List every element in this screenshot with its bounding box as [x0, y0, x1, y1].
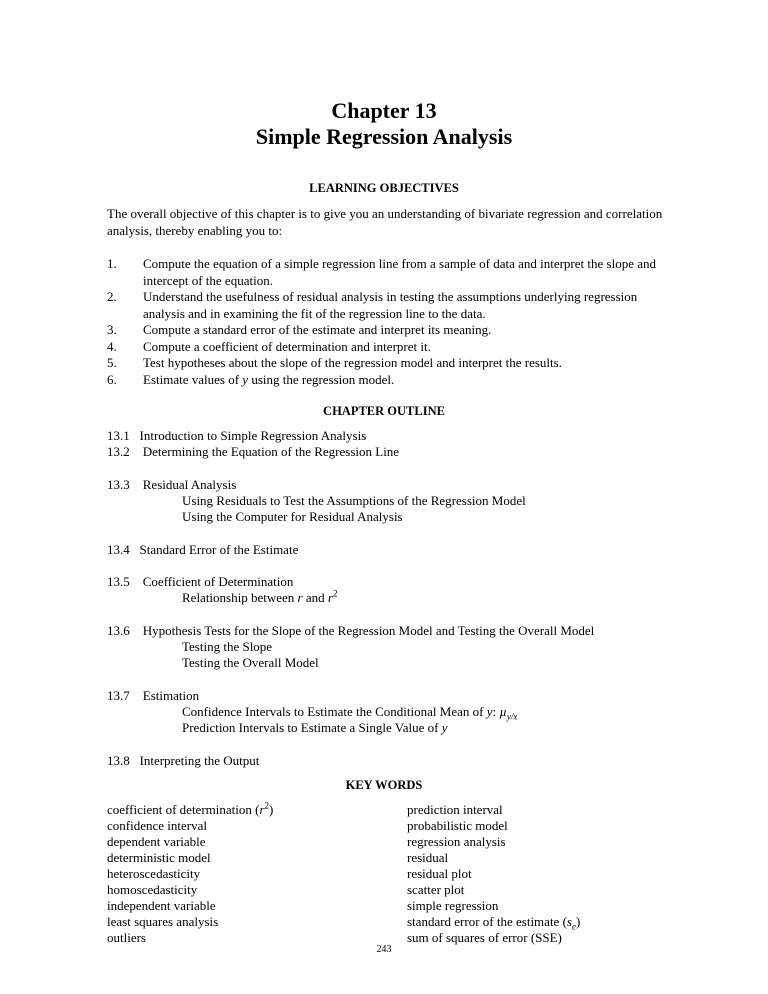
key-word: deterministic model: [107, 850, 211, 865]
objective-number: 4.: [107, 338, 117, 354]
objective-text: Compute a standard error of the estimate and interpret its meaning.: [143, 322, 492, 337]
key-word: sum of squares of error (SSE): [407, 930, 562, 945]
objective-number: 6.: [107, 371, 117, 387]
outline-item-13-8: 13.8 Interpreting the Output: [107, 753, 260, 768]
outline-subitem: Testing the Slope: [182, 639, 273, 654]
learning-objectives-heading: LEARNING OBJECTIVES: [309, 181, 459, 195]
outline-subitem: Relationship between r and $r^2$: [182, 588, 338, 605]
objective-item: [107, 372, 667, 389]
chapter-number: Chapter 13: [331, 98, 437, 123]
objectives-intro: The overall objective of this chapter is to give you an understanding of bivariate regression and correlation analysis, thereby enabling you to:: [107, 206, 663, 238]
objective-item: [107, 289, 667, 322]
objective-number: 5.: [107, 355, 117, 370]
key-word: confidence interval: [107, 818, 207, 833]
key-word: prediction interval: [407, 802, 503, 817]
outline-item-13-1: 13.1 Introduction to Simple Regression Analysis: [107, 428, 367, 443]
outline-item-13-4: 13.4 Standard Error of the Estimate: [107, 542, 299, 557]
key-word: scatter plot: [407, 882, 465, 897]
key-word: independent variable: [107, 898, 216, 913]
objective-number: 1.: [107, 256, 117, 271]
objective-text: Estimate values of y using the regression model.: [143, 371, 395, 387]
key-word: homoscedasticity: [107, 882, 198, 897]
objective-text: Test hypotheses about the slope of the regression model and interpret the results.: [143, 355, 562, 370]
outline-subitem: Using Residuals to Test the Assumptions of the Regression Model: [182, 493, 526, 508]
outline-item-13-7: 13.7 Estimation: [107, 688, 200, 703]
objective-text: Compute the equation of a simple regression line from a sample of data and interpret the slope and intercept of the equation.: [143, 256, 656, 288]
outline-item-13-3: 13.3 Residual Analysis: [107, 477, 237, 492]
outline-item-13-6: 13.6 Hypothesis Tests for the Slope of the Regression Model and Testing the Overall Model: [107, 623, 595, 638]
key-word: coefficient of determination $(r^2)$: [107, 800, 274, 817]
page-number: 243: [376, 944, 392, 955]
objective-text: Compute a coefficient of determination and interpret it.: [143, 338, 431, 354]
objective-number: 3.: [107, 322, 117, 337]
objective-number: 2.: [107, 289, 117, 304]
key-word: dependent variable: [107, 834, 206, 849]
key-word: regression analysis: [407, 834, 506, 849]
objective-item: [107, 256, 667, 289]
key-words-heading: KEY WORDS: [345, 778, 423, 792]
outline-item-13-2: 13.2 Determining the Equation of the Regression Line: [107, 444, 400, 459]
objective-item: [107, 322, 667, 339]
key-word: outliers: [107, 930, 146, 945]
outline-item-13-5: 13.5 Coefficient of Determination: [107, 574, 294, 589]
outline-subitem: Confidence Intervals to Estimate the Conditional Mean of y: µ$_{y/x}$: [182, 704, 518, 722]
key-word: least squares analysis: [107, 914, 219, 929]
key-word: heteroscedasticity: [107, 866, 201, 881]
chapter-outline-heading: CHAPTER OUTLINE: [323, 404, 445, 418]
outline-subitem: Using the Computer for Residual Analysis: [182, 509, 403, 524]
key-word: residual: [407, 850, 449, 865]
chapter-title: Simple Regression Analysis: [255, 124, 513, 149]
objective-item: [107, 339, 667, 356]
objective-item: [107, 355, 667, 372]
key-word: standard error of the estimate $(s_e)$: [407, 914, 581, 932]
outline-subitem: Prediction Intervals to Estimate a Single Value of y: [182, 720, 448, 735]
outline-subitem: Testing the Overall Model: [182, 655, 319, 670]
key-word: probabilistic model: [407, 818, 508, 833]
objective-text: Understand the usefulness of residual analysis in testing the assumptions underlying regression analysis and in examining the fit of the regression line to the data.: [143, 289, 638, 321]
key-word: residual plot: [407, 866, 472, 881]
key-word: simple regression: [407, 898, 499, 913]
